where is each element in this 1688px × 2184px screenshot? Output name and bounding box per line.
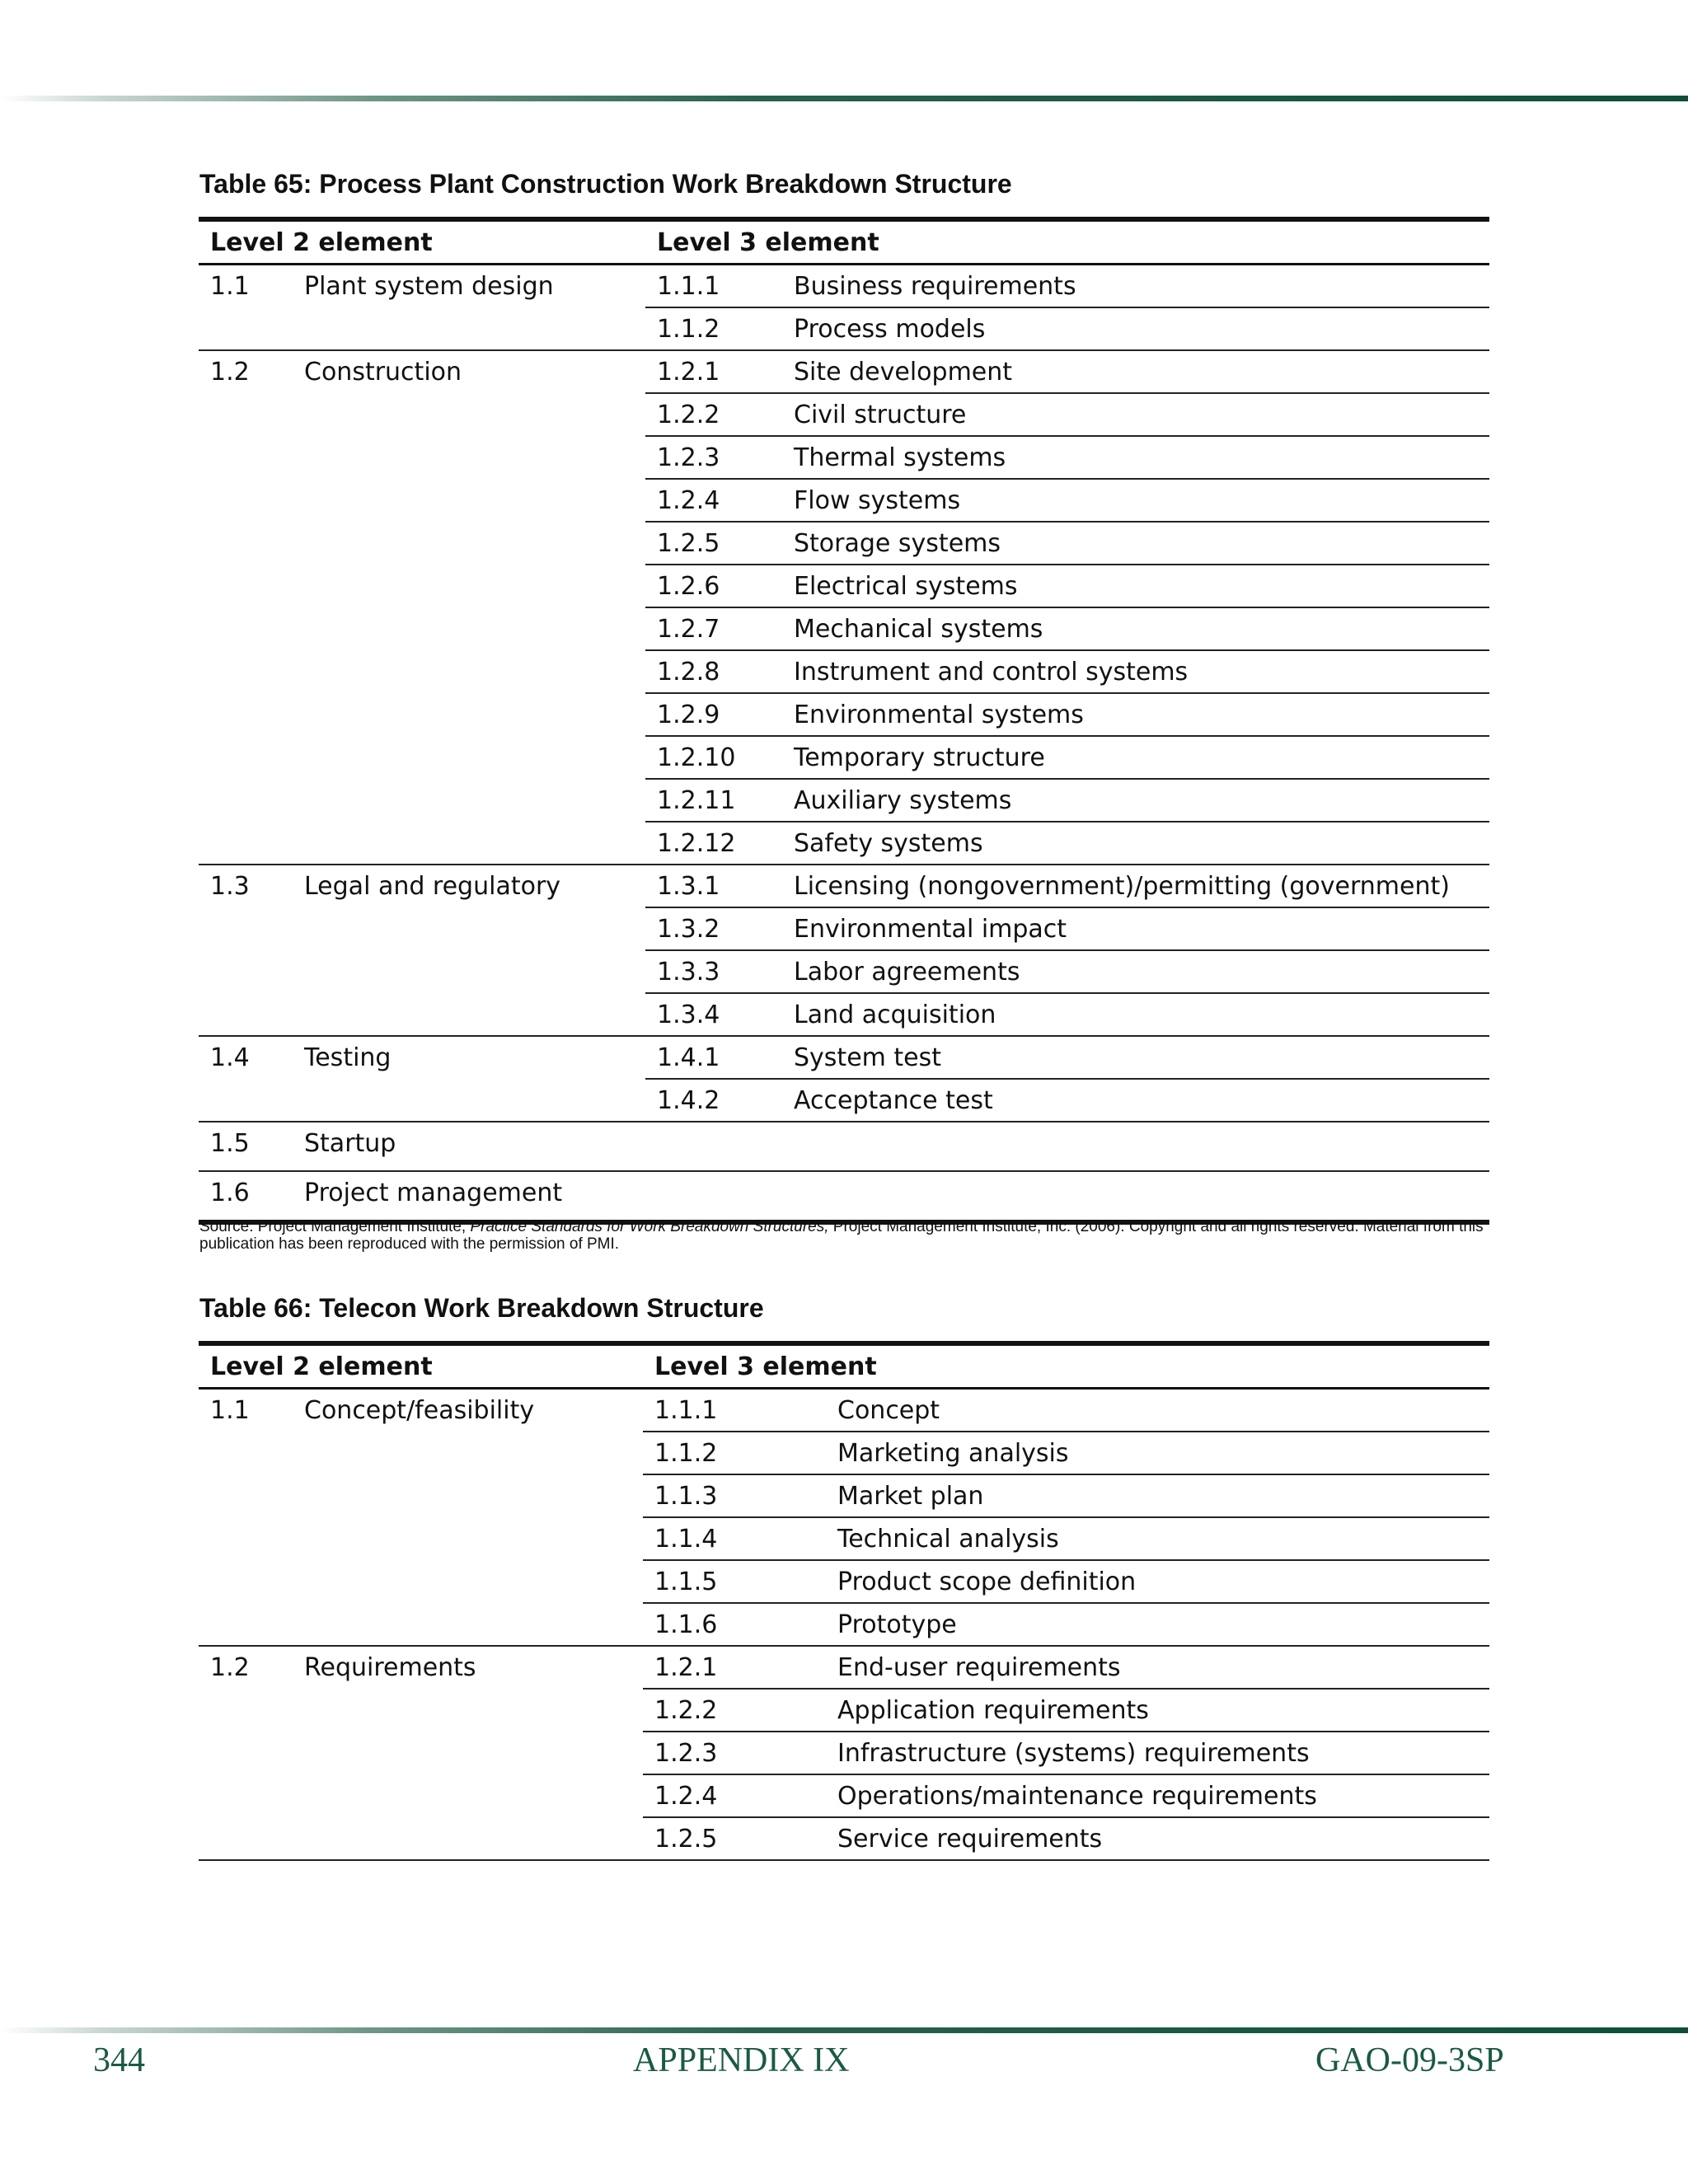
table-66-title: Table 66: Telecon Work Breakdown Structure [199, 1293, 764, 1323]
table-row [199, 1646, 1489, 1689]
level3-name: Infrastructure (systems) requirements [826, 1732, 1489, 1774]
level3-code: 1.2.3 [645, 436, 782, 479]
level2-code: 1.5 [199, 1122, 293, 1171]
level3-code: 1.4.2 [645, 1079, 782, 1122]
level3-name: Electrical systems [782, 565, 1489, 607]
level3-code: 1.3.4 [645, 993, 782, 1036]
level3-name: System test [782, 1036, 1489, 1079]
level3-name: Auxiliary systems [782, 779, 1489, 822]
level3-code: 1.2.7 [645, 607, 782, 650]
source-note: Source: Project Management Institute, Practice Standards for Work Breakdown Structures, Project Management Institute, Inc. (2006). Copyright and all rights reserved. Material from this publication has been reproduced with the permission of PMI. [199, 1218, 1484, 1253]
table-66-header-level3: Level 3 element [643, 1343, 1489, 1389]
table-row [199, 1389, 1489, 1432]
level3-code: 1.1.2 [645, 307, 782, 350]
page-number: 344 [93, 2041, 145, 2079]
level3-name: Temporary structure [782, 736, 1489, 779]
table-65-title: Table 65: Process Plant Construction Work Breakdown Structure [199, 169, 1012, 199]
level2-name: Concept/feasibility [293, 1389, 643, 1647]
level3-name: Flow systems [782, 479, 1489, 522]
level3-code: 1.2.4 [645, 479, 782, 522]
level3-name: Product scope definition [826, 1560, 1489, 1603]
level3-code: 1.3.2 [645, 907, 782, 950]
level3-code: 1.2.5 [643, 1817, 826, 1860]
table-65 [199, 217, 1489, 1225]
level3-name: Marketing analysis [826, 1432, 1489, 1474]
level3-code: 1.3.1 [645, 865, 782, 907]
level3-code: 1.2.1 [645, 350, 782, 393]
level3-code: 1.1.1 [643, 1389, 826, 1432]
level3-name: Site development [782, 350, 1489, 393]
level3-code: 1.2.2 [643, 1689, 826, 1732]
level3-name: Market plan [826, 1474, 1489, 1517]
level3-name: Environmental impact [782, 907, 1489, 950]
level2-name: Startup [293, 1122, 645, 1171]
level3-name: Environmental systems [782, 693, 1489, 736]
level3-code: 1.1.4 [643, 1517, 826, 1560]
level3-name: Civil structure [782, 393, 1489, 436]
level2-name: Construction [293, 350, 645, 865]
level3-code: 1.2.9 [645, 693, 782, 736]
level3-name: Process models [782, 307, 1489, 350]
level3-name: Technical analysis [826, 1517, 1489, 1560]
level3-code: 1.1.1 [645, 265, 782, 308]
level3-code: 1.2.4 [643, 1774, 826, 1817]
level3-code: 1.4.1 [645, 1036, 782, 1079]
level3-name: Storage systems [782, 522, 1489, 565]
level3-name: End-user requirements [826, 1646, 1489, 1689]
level2-name: Testing [293, 1036, 645, 1122]
level3-name: Thermal systems [782, 436, 1489, 479]
level3-name: Licensing (nongovernment)/permitting (government) [782, 865, 1489, 907]
level3-name: Mechanical systems [782, 607, 1489, 650]
level3-name: Business requirements [782, 265, 1489, 308]
table-66 [199, 1341, 1489, 1861]
level2-name: Legal and regulatory [293, 865, 645, 1036]
level3-code: 1.2.12 [645, 822, 782, 865]
table-row [199, 865, 1489, 907]
level2-code: 1.2 [199, 1646, 293, 1860]
table-row [199, 265, 1489, 308]
level3-name: Prototype [826, 1603, 1489, 1646]
level3-code: 1.2.8 [645, 650, 782, 693]
level3-code: 1.1.2 [643, 1432, 826, 1474]
level3-code: 1.2.2 [645, 393, 782, 436]
level3-empty [645, 1122, 1489, 1171]
table-row [199, 1171, 1489, 1222]
level3-name: Operations/maintenance requirements [826, 1774, 1489, 1817]
table-row [199, 350, 1489, 393]
footer-rule [0, 2027, 1688, 2033]
level3-name: Labor agreements [782, 950, 1489, 993]
level2-name: Plant system design [293, 265, 645, 351]
level2-code: 1.1 [199, 265, 293, 351]
level3-code: 1.1.6 [643, 1603, 826, 1646]
level3-name: Safety systems [782, 822, 1489, 865]
level2-code: 1.3 [199, 865, 293, 1036]
header-rule [0, 96, 1688, 101]
level3-code: 1.2.6 [645, 565, 782, 607]
footer-report-id: GAO-09-3SP [1315, 2041, 1504, 2079]
level2-name: Requirements [293, 1646, 643, 1860]
level2-code: 1.4 [199, 1036, 293, 1122]
level2-code: 1.6 [199, 1171, 293, 1222]
level3-code: 1.2.10 [645, 736, 782, 779]
table-66-header-level2: Level 2 element [199, 1343, 643, 1389]
level3-name: Service requirements [826, 1817, 1489, 1860]
level3-name: Application requirements [826, 1689, 1489, 1732]
level3-name: Acceptance test [782, 1079, 1489, 1122]
level3-code: 1.2.1 [643, 1646, 826, 1689]
level2-code: 1.1 [199, 1389, 293, 1647]
level3-code: 1.1.5 [643, 1560, 826, 1603]
level3-code: 1.3.3 [645, 950, 782, 993]
level3-code: 1.2.11 [645, 779, 782, 822]
level2-code: 1.2 [199, 350, 293, 865]
level3-code: 1.2.3 [643, 1732, 826, 1774]
level3-name: Concept [826, 1389, 1489, 1432]
table-65-header-level3: Level 3 element [645, 219, 1489, 265]
table-row [199, 1036, 1489, 1079]
level3-name: Instrument and control systems [782, 650, 1489, 693]
level3-code: 1.1.3 [643, 1474, 826, 1517]
source-work-title: Practice Standards for Work Breakdown Structures, [470, 1218, 829, 1235]
footer-section: APPENDIX IX [633, 2041, 850, 2079]
level3-empty [645, 1171, 1489, 1222]
level3-code: 1.2.5 [645, 522, 782, 565]
table-65-header-level2: Level 2 element [199, 219, 645, 265]
table-row [199, 1122, 1489, 1171]
level2-name: Project management [293, 1171, 645, 1222]
level3-name: Land acquisition [782, 993, 1489, 1036]
